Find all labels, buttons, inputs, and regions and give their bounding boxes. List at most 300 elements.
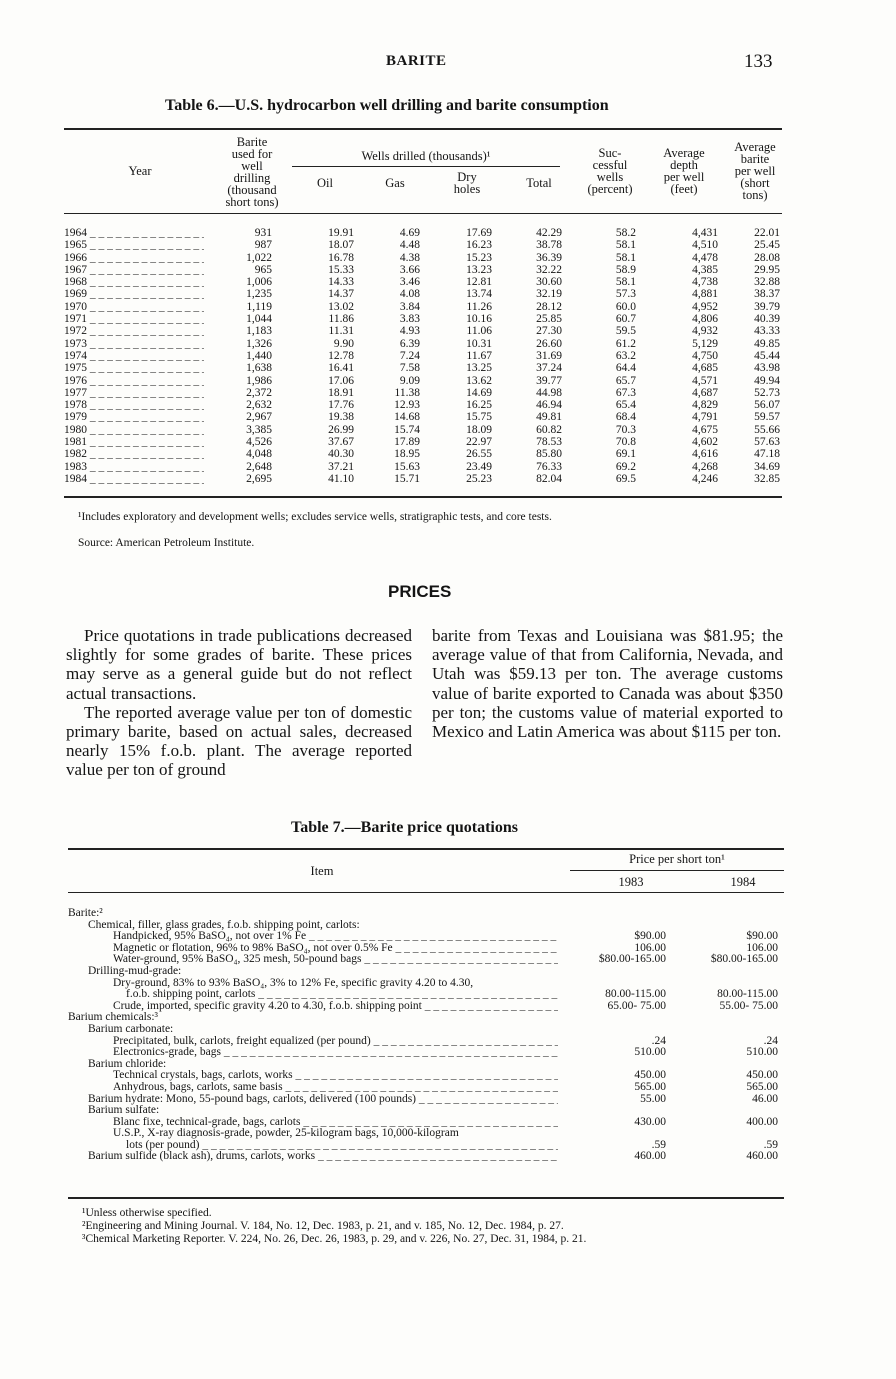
- table7-value-1984: $80.00-165.00: [710, 953, 778, 966]
- table6-cell-barite-used: 1,326: [246, 337, 272, 350]
- table6-cell-oil: 26.99: [328, 423, 354, 436]
- table-row: [64, 375, 784, 387]
- table7-footnote: ²Engineering and Mining Journal. V. 184, No. 12, Dec. 1983, p. 21, and v. 185, No. 12, Dec. 1984, p. 27.: [82, 1220, 564, 1232]
- table7-footnotes: [82, 1207, 782, 1246]
- table6-col-barite-line: short tons): [225, 195, 279, 209]
- table6-cell-total: 31.69: [536, 349, 562, 362]
- table6-cell-barite-used: 1,022: [246, 251, 272, 264]
- table6-cell-gas: 11.38: [394, 386, 420, 399]
- table7-value-1983: 55.00: [640, 1092, 666, 1105]
- table6-cell-barite-used: 931: [254, 227, 272, 239]
- table6-cell-barite-used: 1,235: [246, 288, 272, 301]
- table6-cell-year: 1976 _ _ _: [64, 375, 204, 387]
- table-row: [68, 965, 784, 977]
- table6-cell-gas: 3.84: [399, 300, 420, 313]
- table6-source: Source: American Petroleum Institute.: [78, 537, 255, 549]
- table6-cell-dry-holes: 23.49: [466, 460, 492, 473]
- table6-col-avg-depth-line: (feet): [670, 182, 698, 196]
- table6-cell-barite-used: 2,695: [246, 472, 272, 485]
- table6-cell-avg-barite: 59.57: [754, 411, 780, 424]
- table6-cell-total: 25.85: [536, 313, 562, 326]
- table6-cell-barite-used: 965: [254, 263, 272, 276]
- prices-left-column: [66, 626, 412, 780]
- table6-cell-avg-barite: 57.63: [754, 436, 780, 449]
- table-row: [68, 1150, 784, 1162]
- table6-cell-avg-barite: 47.18: [754, 448, 780, 461]
- table6-cell-year: 1984 _ _ _: [64, 473, 204, 485]
- table7-footnote: ³Chemical Marketing Reporter. V. 224, No. 26, Dec. 26, 1983, p. 29, and v. 226, No. 27, Dec. 31, 1984, p. 21.: [82, 1233, 587, 1245]
- table6-cell-dry-holes: 16.23: [466, 239, 492, 252]
- table6-cell-avg-depth: 4,738: [692, 276, 718, 289]
- table6-cell-dry-holes: 15.23: [466, 251, 492, 264]
- table6-cell-successful: 69.1: [615, 448, 636, 461]
- table7-col-1983: 1983: [618, 875, 644, 889]
- table6-cell-avg-depth: 4,246: [692, 472, 718, 485]
- table6-cell-total: 38.78: [536, 239, 562, 252]
- table6-footnote: ¹Includes exploratory and development wells; excludes service wells, stratigraphic tests, and core tests.: [78, 511, 552, 523]
- table6-col-barite-line: used for: [231, 147, 273, 161]
- table6-cell-year: 1970 _ _ _: [64, 301, 204, 313]
- table6-col-avg-barite-line: per well: [734, 164, 776, 178]
- table7-value-1984: 400.00: [746, 1115, 778, 1128]
- prices-paragraph-3: barite from Texas and Louisiana was $81.95; the average value of that from California, Nevada, and Utah was $59.13 per ton. The average customs value of barite exported to Canada was about $350 per ton; the customs value of material exported to Mexico and Latin America was about $115 per ton.: [432, 626, 783, 742]
- table-row: [64, 227, 784, 239]
- table6-cell-gas: 9.09: [399, 374, 420, 387]
- table6-cell-oil: 17.76: [328, 399, 354, 412]
- table6-cell-gas: 4.08: [399, 288, 420, 301]
- table6-cell-avg-barite: 28.08: [754, 251, 780, 264]
- table-row: [68, 1000, 784, 1012]
- table6-body: [64, 227, 784, 485]
- table6-cell-successful: 58.1: [615, 239, 636, 252]
- table6-cell-dry-holes: 10.31: [466, 337, 492, 350]
- table6-group-rule: [292, 166, 560, 167]
- table6-cell-total: 26.60: [536, 337, 562, 350]
- table6-cell-dry-holes: 11.06: [466, 325, 492, 338]
- table6-cell-avg-depth: 4,806: [692, 313, 718, 326]
- table-row: [68, 953, 784, 965]
- table6-cell-year: 1980 _ _ _: [64, 424, 204, 436]
- table7-value-1984: 106.00: [746, 941, 778, 954]
- table6-cell-gas: 7.58: [399, 362, 420, 375]
- table6-cell-avg-depth: 4,431: [692, 227, 718, 239]
- table-row: [68, 1093, 784, 1105]
- prices-heading: PRICES: [388, 582, 452, 601]
- table6-header-rule: [64, 213, 782, 214]
- table7-value-1983: 510.00: [634, 1046, 666, 1059]
- table6-cell-oil: 16.41: [328, 362, 354, 375]
- table6-cell-total: 39.77: [536, 374, 562, 387]
- table6-cell-successful: 69.2: [615, 460, 636, 473]
- table7-item-label: Barium hydrate: Mono, 55-pound bags, carlots, delivered (100 pounds) _ _ _: [88, 1093, 558, 1105]
- table6-cell-total: 42.29: [536, 227, 562, 239]
- table6-cell-avg-depth: 4,750: [692, 349, 718, 362]
- table6-cell-year: 1975 _ _ _: [64, 362, 204, 374]
- table-row: [68, 1058, 784, 1070]
- table6-col-barite-line: well: [241, 159, 263, 173]
- running-header-title: BARITE: [386, 53, 447, 69]
- table7-item-label: f.o.b. shipping point, carlots _ _ _: [126, 988, 558, 1000]
- table6-cell-dry-holes: 13.62: [466, 374, 492, 387]
- table-row: [68, 1116, 784, 1128]
- table7-value-1984: 510.00: [746, 1046, 778, 1059]
- table-row: [64, 387, 784, 399]
- table-row: [64, 424, 784, 436]
- table7-item-label: Electronics-grade, bags _ _ _: [113, 1046, 558, 1058]
- table6-cell-oil: 37.21: [328, 460, 354, 473]
- table-row: [64, 288, 784, 300]
- table6-cell-avg-barite: 49.85: [754, 337, 780, 350]
- table6-col-dry-holes-line: Dry: [457, 170, 477, 184]
- table6-cell-avg-depth: 4,385: [692, 263, 718, 276]
- table6-cell-oil: 37.67: [328, 436, 354, 449]
- table7-item-label: lots (per pound) _ _ _: [126, 1139, 558, 1151]
- table6-cell-oil: 18.91: [328, 386, 354, 399]
- table6-wells-group-header: Wells drilled (thousands)¹: [361, 149, 491, 163]
- table6-top-rule: [64, 128, 782, 130]
- table6-cell-successful: 68.4: [615, 411, 636, 424]
- table7-item-label: Barium carbonate:: [88, 1022, 174, 1035]
- table7-body: [68, 907, 784, 1162]
- table7-item-label: Blanc fixe, technical-grade, bags, carlots _ _ _: [113, 1116, 558, 1128]
- table6-cell-gas: 15.63: [394, 460, 420, 473]
- table7-item-label: Barium sulfide (black ash), drums, carlots, works _ _ _: [88, 1150, 558, 1162]
- table6-cell-gas: 17.89: [394, 436, 420, 449]
- table6-col-successful-line: Suc-: [598, 146, 622, 160]
- table-row: [68, 1011, 784, 1023]
- table7-value-1983: 106.00: [634, 941, 666, 954]
- prices-paragraph-1: Price quotations in trade publications decreased slightly for some grades of barite. These prices may serve as a general guide but do not reflect actual transactions.: [66, 626, 412, 703]
- table6-cell-total: 76.33: [536, 460, 562, 473]
- prices-right-column: [432, 626, 783, 741]
- table6-cell-year: 1965 _ _ _: [64, 239, 204, 251]
- table6-cell-total: 44.98: [536, 386, 562, 399]
- table6-cell-total: 32.19: [536, 288, 562, 301]
- prices-paragraph-2: The reported average value per ton of domestic primary barite, based on actual sales, decreased nearly 15% f.o.b. plant. The average reported value per ton of ground: [66, 702, 412, 780]
- table7-caption: Table 7.—Barite price quotations: [291, 819, 518, 836]
- table7-value-1983: 450.00: [634, 1069, 666, 1082]
- table6-cell-successful: 58.1: [615, 276, 636, 289]
- table6-bottom-rule: [64, 496, 782, 498]
- table7-value-1984: .24: [763, 1034, 778, 1047]
- table6-cell-gas: 14.68: [394, 411, 420, 424]
- table7-item-label: Crude, imported, specific gravity 4.20 to 4.30, f.o.b. shipping point _ _ _: [113, 1000, 558, 1012]
- table6-cell-gas: 3.46: [399, 276, 420, 289]
- table7-item-label: Precipitated, bulk, carlots, freight equalized (per pound) _ _ _: [113, 1035, 558, 1047]
- table7-value-1983: 430.00: [634, 1115, 666, 1128]
- table7-value-1983: 565.00: [634, 1080, 666, 1093]
- table6-cell-successful: 63.2: [615, 349, 636, 362]
- table7-item-label: Anhydrous, bags, carlots, same basis _ _ _: [113, 1081, 558, 1093]
- table7-value-1983: .24: [651, 1034, 666, 1047]
- table6-cell-year: 1981 _ _ _: [64, 436, 204, 448]
- table-row: [64, 325, 784, 337]
- table7-value-1983: $90.00: [634, 930, 666, 943]
- table-row: [64, 252, 784, 264]
- table6-cell-barite-used: 3,385: [246, 423, 272, 436]
- table7-value-1984: 80.00-115.00: [717, 988, 778, 1001]
- table6-cell-dry-holes: 14.69: [466, 386, 492, 399]
- table-row: [64, 313, 784, 325]
- table6-cell-dry-holes: 16.25: [466, 399, 492, 412]
- table7-bottom-rule: [68, 1197, 784, 1199]
- table6-cell-year: 1972 _ _ _: [64, 325, 204, 337]
- table6-cell-dry-holes: 13.74: [466, 288, 492, 301]
- page-number: 133: [744, 51, 773, 72]
- table6-cell-oil: 19.91: [328, 227, 354, 239]
- table6-cell-barite-used: 1,638: [246, 362, 272, 375]
- table6-cell-barite-used: 2,372: [246, 386, 272, 399]
- table6-cell-dry-holes: 11.26: [466, 300, 492, 313]
- table6-cell-barite-used: 1,183: [246, 325, 272, 338]
- table7-col-price-group: Price per short ton¹: [629, 852, 725, 866]
- table6-cell-barite-used: 1,986: [246, 374, 272, 387]
- table6-cell-total: 30.60: [536, 276, 562, 289]
- table6-col-avg-barite: [722, 141, 788, 201]
- table6-cell-avg-barite: 34.69: [754, 460, 780, 473]
- table7-value-1983: 460.00: [634, 1150, 666, 1163]
- table7-footnote: ¹Unless otherwise specified.: [82, 1207, 212, 1219]
- table6-cell-gas: 3.83: [399, 313, 420, 326]
- table6-cell-total: 46.94: [536, 399, 562, 412]
- table6-cell-avg-barite: 55.66: [754, 423, 780, 436]
- table6-cell-avg-barite: 40.39: [754, 313, 780, 326]
- table6-cell-year: 1982 _ _ _: [64, 448, 204, 460]
- table6-cell-total: 78.53: [536, 436, 562, 449]
- table7-value-1984: .59: [763, 1138, 778, 1151]
- table6-col-year: Year: [128, 164, 152, 178]
- table6-cell-oil: 17.06: [328, 374, 354, 387]
- table6-cell-barite-used: 987: [254, 239, 272, 252]
- table7-item-label: U.S.P., X-ray diagnosis-grade, powder, 25-kilogram bags, 10,000-kilogram: [113, 1127, 459, 1140]
- table-row: [64, 264, 784, 276]
- table6-col-avg-depth: [652, 147, 716, 195]
- table6-cell-year: 1967 _ _ _: [64, 264, 204, 276]
- table6-cell-total: 49.81: [536, 411, 562, 424]
- table6-cell-gas: 3.66: [399, 263, 420, 276]
- table6-cell-avg-depth: 4,952: [692, 300, 718, 313]
- table7-value-1984: 55.00- 75.00: [719, 999, 778, 1012]
- table6-cell-successful: 59.5: [615, 325, 636, 338]
- table6-col-barite-line: (thousand: [227, 183, 277, 197]
- table6-cell-avg-depth: 4,602: [692, 436, 718, 449]
- table-row: [64, 436, 784, 448]
- table7-value-1983: $80.00-165.00: [598, 953, 666, 966]
- table6-cell-total: 28.12: [536, 300, 562, 313]
- table-row: [64, 338, 784, 350]
- table6-cell-oil: 15.33: [328, 263, 354, 276]
- table-row: [64, 276, 784, 288]
- table7-value-1984: $90.00: [746, 930, 778, 943]
- table6-col-total: Total: [526, 176, 552, 190]
- table6-cell-oil: 16.78: [328, 251, 354, 264]
- table6-col-avg-barite-line: tons): [742, 188, 768, 202]
- table6-cell-successful: 61.2: [615, 337, 636, 350]
- table6-col-avg-depth-line: Average: [663, 146, 705, 160]
- table-row: [68, 1127, 784, 1139]
- table7-col-1984: 1984: [730, 875, 756, 889]
- table6-cell-dry-holes: 25.23: [466, 472, 492, 485]
- table6-cell-avg-depth: 4,571: [692, 374, 718, 387]
- table-row: [68, 1104, 784, 1116]
- table-row: [64, 411, 784, 423]
- table7-value-1983: .59: [651, 1138, 666, 1151]
- table6-cell-avg-barite: 25.45: [754, 239, 780, 252]
- table-row: [68, 1023, 784, 1035]
- table-row: [68, 1035, 784, 1047]
- table-row: [68, 1069, 784, 1081]
- table-row: [64, 350, 784, 362]
- table6-col-successful-line: wells: [596, 170, 624, 184]
- table6-cell-total: 60.82: [536, 423, 562, 436]
- table6-col-avg-barite-line: barite: [740, 152, 770, 166]
- table6-cell-avg-depth: 4,510: [692, 239, 718, 252]
- table6-cell-oil: 14.37: [328, 288, 354, 301]
- table6-cell-total: 82.04: [536, 472, 562, 485]
- table6-cell-avg-barite: 32.88: [754, 276, 780, 289]
- table6-cell-year: 1971 _ _ _: [64, 313, 204, 325]
- table6-cell-dry-holes: 26.55: [466, 448, 492, 461]
- table7-group-rule: [570, 870, 784, 871]
- table7-header-rule: [68, 892, 784, 893]
- table-row: [64, 473, 784, 485]
- table6-cell-oil: 40.30: [328, 448, 354, 461]
- table6-cell-dry-holes: 13.25: [466, 362, 492, 375]
- table6-cell-avg-barite: 43.98: [754, 362, 780, 375]
- table6-cell-avg-depth: 4,268: [692, 460, 718, 473]
- table6-cell-gas: 4.38: [399, 251, 420, 264]
- table-row: [64, 461, 784, 473]
- table6-cell-gas: 4.93: [399, 325, 420, 338]
- table6-cell-dry-holes: 15.75: [466, 411, 492, 424]
- table6-cell-successful: 58.2: [615, 227, 636, 239]
- table6-cell-oil: 12.78: [328, 349, 354, 362]
- table6-cell-successful: 69.5: [615, 472, 636, 485]
- table6-cell-avg-depth: 4,791: [692, 411, 718, 424]
- table6-cell-oil: 41.10: [328, 472, 354, 485]
- table6-cell-barite-used: 2,632: [246, 399, 272, 412]
- table7-value-1984: 450.00: [746, 1069, 778, 1082]
- table6-cell-avg-depth: 4,616: [692, 448, 718, 461]
- table6-cell-avg-barite: 29.95: [754, 263, 780, 276]
- table6-cell-successful: 57.3: [615, 288, 636, 301]
- table6-col-gas: Gas: [385, 176, 405, 190]
- table7-item-label: Dry-ground, 83% to 93% BaSO₄, 3% to 12% Fe, specific gravity 4.20 to 4.30,: [113, 976, 474, 989]
- table6-cell-avg-depth: 4,478: [692, 251, 718, 264]
- table6-cell-year: 1964 _ _ _: [64, 227, 204, 239]
- table6-cell-successful: 70.3: [615, 423, 636, 436]
- table-row: [68, 907, 784, 919]
- table7-value-1984: 460.00: [746, 1150, 778, 1163]
- table6-cell-successful: 60.0: [615, 300, 636, 313]
- table7-value-1984: 46.00: [752, 1092, 778, 1105]
- table6-cell-avg-barite: 56.07: [754, 399, 780, 412]
- table7-item-label: Barite:²: [68, 907, 103, 919]
- table6-col-successful-line: cessful: [592, 158, 628, 172]
- table6-cell-gas: 4.48: [399, 239, 420, 252]
- table6-cell-oil: 11.86: [328, 313, 354, 326]
- table7-top-rule: [68, 848, 784, 850]
- table6-cell-avg-depth: 4,675: [692, 423, 718, 436]
- table-row: [64, 239, 784, 251]
- table6-col-successful-line: (percent): [587, 182, 633, 196]
- table6-cell-oil: 14.33: [328, 276, 354, 289]
- table6-col-avg-barite-line: (short: [740, 176, 770, 190]
- table6-cell-total: 27.30: [536, 325, 562, 338]
- table7-value-1983: 65.00- 75.00: [607, 999, 666, 1012]
- table-row: [68, 1046, 784, 1058]
- table6-caption: Table 6.—U.S. hydrocarbon well drilling and barite consumption: [165, 97, 609, 114]
- table6-cell-oil: 13.02: [328, 300, 354, 313]
- table6-cell-gas: 12.93: [394, 399, 420, 412]
- table6-cell-oil: 19.38: [328, 411, 354, 424]
- table6-cell-barite-used: 1,119: [246, 300, 272, 313]
- table6-col-avg-depth-line: per well: [663, 170, 705, 184]
- table6-col-avg-barite-line: Average: [734, 140, 776, 154]
- table6-cell-year: 1979 _ _ _: [64, 411, 204, 423]
- table6-cell-oil: 9.90: [333, 337, 354, 350]
- table6-cell-gas: 6.39: [399, 337, 420, 350]
- table6-cell-avg-depth: 4,829: [692, 399, 718, 412]
- table7-item-label: Chemical, filler, glass grades, f.o.b. shipping point, carlots:: [88, 918, 360, 931]
- table-row: [64, 362, 784, 374]
- table6-cell-dry-holes: 13.23: [466, 263, 492, 276]
- table6-cell-avg-barite: 43.33: [754, 325, 780, 338]
- table6-cell-barite-used: 1,006: [246, 276, 272, 289]
- table6-cell-avg-barite: 32.85: [754, 472, 780, 485]
- table6-cell-avg-barite: 38.37: [754, 288, 780, 301]
- table6-cell-barite-used: 4,526: [246, 436, 272, 449]
- table6-cell-successful: 58.1: [615, 251, 636, 264]
- table6-cell-avg-depth: 4,932: [692, 325, 718, 338]
- table7-value-1983: 80.00-115.00: [605, 988, 666, 1001]
- table7-col-item: Item: [310, 864, 334, 878]
- table-row: [68, 1081, 784, 1093]
- table-row: [64, 399, 784, 411]
- table-row: [64, 301, 784, 313]
- table6-cell-year: 1983 _ _ _: [64, 461, 204, 473]
- table6-cell-year: 1968 _ _ _: [64, 276, 204, 288]
- table6-cell-dry-holes: 17.69: [466, 227, 492, 239]
- table6-cell-year: 1966 _ _ _: [64, 252, 204, 264]
- table6-cell-avg-barite: 39.79: [754, 300, 780, 313]
- table7-item-label: Drilling-mud-grade:: [88, 964, 182, 977]
- table-row: [68, 1139, 784, 1151]
- table6-col-barite: [212, 136, 292, 208]
- table6-cell-successful: 70.8: [615, 436, 636, 449]
- table6-cell-avg-barite: 22.01: [754, 227, 780, 239]
- table6-col-dry-holes: [440, 171, 494, 195]
- table6-cell-year: 1977 _ _ _: [64, 387, 204, 399]
- table6-cell-avg-barite: 52.73: [754, 386, 780, 399]
- table6-cell-year: 1978 _ _ _: [64, 399, 204, 411]
- table6-cell-barite-used: 1,440: [246, 349, 272, 362]
- table6-cell-gas: 4.69: [399, 227, 420, 239]
- table6-col-barite-line: drilling: [233, 171, 271, 185]
- table6-col-barite-line: Barite: [236, 135, 268, 149]
- table-row: [68, 930, 784, 942]
- table6-cell-barite-used: 2,648: [246, 460, 272, 473]
- table6-cell-successful: 67.3: [615, 386, 636, 399]
- table6-cell-year: 1974 _ _ _: [64, 350, 204, 362]
- table6-cell-dry-holes: 12.81: [466, 276, 492, 289]
- table-row: [68, 988, 784, 1000]
- table6-cell-avg-depth: 4,685: [692, 362, 718, 375]
- table7-item-label: Handpicked, 95% BaSO₄, not over 1% Fe _ _ _: [113, 930, 558, 942]
- table-row: [68, 919, 784, 931]
- table6-col-dry-holes-line: holes: [453, 182, 481, 196]
- table6-cell-barite-used: 2,967: [246, 411, 272, 424]
